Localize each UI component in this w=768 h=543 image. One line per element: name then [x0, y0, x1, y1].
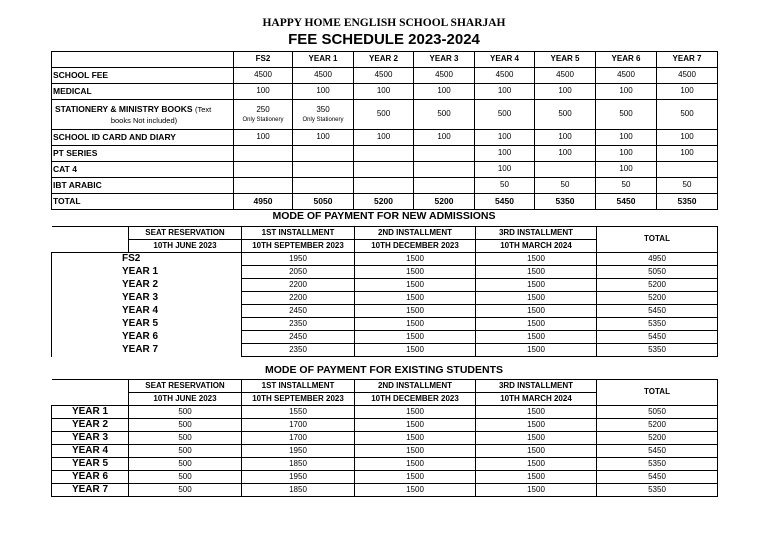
payment-row: [52, 406, 718, 419]
fee-cell: [596, 100, 657, 130]
grade-label: YEAR 6: [52, 471, 129, 484]
fee-cell: 100: [475, 84, 535, 100]
fee-cell: [657, 100, 718, 130]
page-title: FEE SCHEDULE 2023-2024: [288, 31, 480, 48]
fee-cell: [535, 100, 596, 130]
inst2-cell: 1500: [355, 318, 476, 331]
seat-header: SEAT RESERVATION: [129, 227, 242, 240]
inst1-cell: 2350: [242, 344, 355, 357]
fee-cell: [293, 100, 354, 130]
inst1-cell: 2200: [242, 292, 355, 305]
fee-cell: 100: [475, 130, 535, 146]
fee-value: 350: [316, 105, 330, 115]
new-admissions-title: MODE OF PAYMENT FOR NEW ADMISSIONS: [272, 210, 496, 222]
inst3-cell: 1500: [476, 419, 597, 432]
row-label: TOTAL: [52, 194, 234, 210]
grade-label: YEAR 4: [52, 445, 129, 458]
grade-label: YEAR 1: [52, 266, 242, 279]
inst1-date: 10TH SEPTEMBER 2023: [242, 393, 355, 406]
fee-cell: 100: [596, 162, 657, 178]
fee-cell: 4500: [596, 68, 657, 84]
fee-row: [52, 84, 718, 100]
fee-cell: 5350: [657, 194, 718, 210]
fee-cell: [354, 100, 414, 130]
fee-cell: 5200: [354, 194, 414, 210]
inst3-header: 3RD INSTALLMENT: [476, 227, 597, 240]
fee-cell: 50: [475, 178, 535, 194]
inst1-cell: 2200: [242, 279, 355, 292]
fee-cell: [414, 162, 475, 178]
fee-table: [51, 51, 718, 210]
grade-label: YEAR 4: [52, 305, 242, 318]
inst3-cell: 1500: [476, 344, 597, 357]
fee-cell: [234, 178, 293, 194]
row-label: PT SERIES: [52, 146, 234, 162]
seat-cell: 500: [129, 432, 242, 445]
fee-cell: 100: [535, 146, 596, 162]
inst1-cell: 1850: [242, 458, 355, 471]
total-header: TOTAL: [597, 227, 718, 253]
fee-cell: 4500: [475, 68, 535, 84]
payment-row: [52, 344, 718, 357]
inst3-cell: 1500: [476, 266, 597, 279]
grade-label: YEAR 3: [52, 292, 242, 305]
fee-cell: 100: [293, 130, 354, 146]
fee-cell: 50: [596, 178, 657, 194]
fee-value: 500: [558, 109, 572, 119]
payment-row: [52, 318, 718, 331]
fee-row: [52, 178, 718, 194]
row-label-main: STATIONERY & MINISTRY BOOKS: [55, 103, 193, 114]
row-label-line2: books Not included): [110, 115, 178, 125]
fee-cell: [234, 146, 293, 162]
inst1-date: 10TH SEPTEMBER 2023: [242, 240, 355, 253]
row-label: MEDICAL: [52, 84, 234, 100]
grade-label: YEAR 5: [52, 318, 242, 331]
fee-cell: 100: [414, 130, 475, 146]
corner-cell: [52, 52, 234, 68]
existing-students-table: [51, 379, 718, 497]
column-header: YEAR 2: [354, 52, 414, 68]
fee-value: 500: [619, 109, 633, 119]
column-header: YEAR 3: [414, 52, 475, 68]
inst3-cell: 1500: [476, 484, 597, 497]
payment-row: [52, 484, 718, 497]
inst3-date: 10TH MARCH 2024: [476, 393, 597, 406]
row-label: [52, 100, 234, 130]
inst1-cell: 1700: [242, 432, 355, 445]
column-header: FS2: [234, 52, 293, 68]
fee-cell: [354, 146, 414, 162]
fee-cell: 4500: [657, 68, 718, 84]
seat-cell: 500: [129, 445, 242, 458]
seat-date: 10TH JUNE 2023: [129, 393, 242, 406]
inst3-cell: 1500: [476, 445, 597, 458]
inst2-date: 10TH DECEMBER 2023: [355, 240, 476, 253]
inst1-cell: 1950: [242, 471, 355, 484]
fee-cell: [414, 178, 475, 194]
inst1-cell: 1550: [242, 406, 355, 419]
total-header: TOTAL: [597, 380, 718, 406]
seat-cell: 500: [129, 419, 242, 432]
total-cell: 5200: [597, 292, 718, 305]
inst2-cell: 1500: [355, 292, 476, 305]
inst1-cell: 2450: [242, 305, 355, 318]
payment-row: [52, 305, 718, 318]
row-label: SCHOOL FEE: [52, 68, 234, 84]
inst1-cell: 2350: [242, 318, 355, 331]
grade-label: YEAR 7: [52, 484, 129, 497]
fee-cell: 50: [657, 178, 718, 194]
total-cell: 5200: [597, 279, 718, 292]
corner-cell: [52, 380, 129, 406]
payment-row: [52, 445, 718, 458]
payment-row: [52, 331, 718, 344]
inst2-cell: 1500: [355, 484, 476, 497]
total-cell: 5450: [597, 471, 718, 484]
seat-cell: 500: [129, 484, 242, 497]
total-cell: 5350: [597, 484, 718, 497]
fee-cell: [234, 162, 293, 178]
existing-students-title: MODE OF PAYMENT FOR EXISTING STUDENTS: [264, 364, 504, 376]
grade-label: YEAR 2: [52, 419, 129, 432]
fee-cell: 100: [596, 130, 657, 146]
school-name: HAPPY HOME ENGLISH SCHOOL SHARJAH: [262, 17, 506, 29]
fee-note: Only Stationery: [242, 116, 284, 123]
fee-cell: [414, 146, 475, 162]
inst2-cell: 1500: [355, 458, 476, 471]
payment-row: [52, 419, 718, 432]
fee-cell: [234, 100, 293, 130]
fee-cell: 100: [596, 146, 657, 162]
fee-cell: 100: [293, 84, 354, 100]
inst2-cell: 1500: [355, 305, 476, 318]
grade-label: YEAR 2: [52, 279, 242, 292]
inst3-cell: 1500: [476, 279, 597, 292]
fee-cell: [475, 100, 535, 130]
fee-cell: 5350: [535, 194, 596, 210]
new-admissions-table: [51, 226, 718, 357]
grade-label: YEAR 5: [52, 458, 129, 471]
inst2-cell: 1500: [355, 266, 476, 279]
fee-cell: 100: [657, 146, 718, 162]
inst3-cell: 1500: [476, 432, 597, 445]
fee-cell: [293, 178, 354, 194]
inst3-cell: 1500: [476, 305, 597, 318]
grade-label: FS2: [52, 253, 242, 266]
inst1-cell: 1950: [242, 253, 355, 266]
fee-cell: 100: [657, 130, 718, 146]
fee-cell: 100: [354, 130, 414, 146]
payment-row: [52, 471, 718, 484]
total-cell: 5450: [597, 305, 718, 318]
fee-cell: 5200: [414, 194, 475, 210]
fee-cell: 4500: [535, 68, 596, 84]
seat-cell: 500: [129, 406, 242, 419]
fee-cell: 100: [234, 84, 293, 100]
inst1-cell: 1850: [242, 484, 355, 497]
grade-label: YEAR 6: [52, 331, 242, 344]
fee-row: [52, 68, 718, 84]
fee-value: 500: [680, 109, 694, 119]
fee-row: [52, 130, 718, 146]
grade-label: YEAR 7: [52, 344, 242, 357]
fee-cell: [293, 162, 354, 178]
total-cell: 5350: [597, 318, 718, 331]
inst3-date: 10TH MARCH 2024: [476, 240, 597, 253]
total-cell: 5350: [597, 458, 718, 471]
header-row: [52, 227, 718, 240]
grade-label: YEAR 1: [52, 406, 129, 419]
fee-cell: [293, 146, 354, 162]
inst2-cell: 1500: [355, 279, 476, 292]
fee-cell: 100: [596, 84, 657, 100]
inst3-cell: 1500: [476, 471, 597, 484]
fee-cell: 4500: [234, 68, 293, 84]
inst3-header: 3RD INSTALLMENT: [476, 380, 597, 393]
row-label: IBT ARABIC: [52, 178, 234, 194]
fee-cell: 100: [535, 84, 596, 100]
fee-value: 500: [497, 109, 512, 119]
total-cell: 5200: [597, 432, 718, 445]
payment-row: [52, 253, 718, 266]
total-cell: 4950: [597, 253, 718, 266]
inst1-cell: 2050: [242, 266, 355, 279]
inst2-cell: 1500: [355, 406, 476, 419]
fee-row: [52, 100, 718, 130]
fee-cell: 5450: [596, 194, 657, 210]
fee-value: 500: [437, 109, 451, 119]
inst2-cell: 1500: [355, 344, 476, 357]
fee-cell: 100: [354, 84, 414, 100]
inst3-cell: 1500: [476, 458, 597, 471]
column-header: YEAR 4: [475, 52, 535, 68]
total-cell: 5350: [597, 344, 718, 357]
column-header: YEAR 1: [293, 52, 354, 68]
column-header: YEAR 5: [535, 52, 596, 68]
payment-row: [52, 458, 718, 471]
inst1-cell: 1950: [242, 445, 355, 458]
row-label: SCHOOL ID CARD AND DIARY: [52, 130, 234, 146]
payment-row: [52, 266, 718, 279]
fee-cell: 100: [234, 130, 293, 146]
fee-cell: 4500: [414, 68, 475, 84]
fee-cell: [657, 162, 718, 178]
column-header: YEAR 6: [596, 52, 657, 68]
header-row: [52, 380, 718, 393]
header-row: [52, 52, 718, 68]
inst2-header: 2ND INSTALLMENT: [355, 380, 476, 393]
row-label: CAT 4: [52, 162, 234, 178]
fee-cell: 100: [475, 146, 535, 162]
inst2-cell: 1500: [355, 419, 476, 432]
fee-cell: 5050: [293, 194, 354, 210]
total-cell: 5050: [597, 266, 718, 279]
inst2-date: 10TH DECEMBER 2023: [355, 393, 476, 406]
seat-header: SEAT RESERVATION: [129, 380, 242, 393]
inst3-cell: 1500: [476, 406, 597, 419]
fee-cell: 4950: [234, 194, 293, 210]
fee-cell: 100: [535, 130, 596, 146]
fee-cell: [414, 100, 475, 130]
inst2-header: 2ND INSTALLMENT: [355, 227, 476, 240]
inst2-cell: 1500: [355, 471, 476, 484]
total-cell: 5450: [597, 331, 718, 344]
seat-cell: 500: [129, 458, 242, 471]
inst1-cell: 1700: [242, 419, 355, 432]
fee-note: Only Stationery: [302, 116, 344, 123]
fee-cell: [535, 162, 596, 178]
total-cell: 5450: [597, 445, 718, 458]
inst2-cell: 1500: [355, 331, 476, 344]
total-cell: 5050: [597, 406, 718, 419]
fee-cell: 100: [657, 84, 718, 100]
fee-cell: 100: [475, 162, 535, 178]
inst2-cell: 1500: [355, 253, 476, 266]
inst3-cell: 1500: [476, 331, 597, 344]
fee-cell: 100: [414, 84, 475, 100]
fee-row: [52, 194, 718, 210]
payment-row: [52, 292, 718, 305]
grade-label: YEAR 3: [52, 432, 129, 445]
payment-row: [52, 432, 718, 445]
seat-date: 10TH JUNE 2023: [129, 240, 242, 253]
fee-cell: [354, 178, 414, 194]
inst2-cell: 1500: [355, 445, 476, 458]
fee-cell: [354, 162, 414, 178]
fee-row: [52, 146, 718, 162]
inst3-cell: 1500: [476, 253, 597, 266]
inst3-cell: 1500: [476, 292, 597, 305]
payment-row: [52, 279, 718, 292]
total-cell: 5200: [597, 419, 718, 432]
fee-row: [52, 162, 718, 178]
corner-cell: [52, 227, 129, 253]
fee-cell: 5450: [475, 194, 535, 210]
row-label-paren: (Text: [194, 104, 212, 114]
inst2-cell: 1500: [355, 432, 476, 445]
fee-cell: 4500: [354, 68, 414, 84]
fee-value: 500: [376, 109, 391, 119]
column-header: YEAR 7: [657, 52, 718, 68]
inst3-cell: 1500: [476, 318, 597, 331]
seat-cell: 500: [129, 471, 242, 484]
fee-cell: 4500: [293, 68, 354, 84]
fee-cell: 50: [535, 178, 596, 194]
fee-value: 250: [256, 105, 270, 115]
inst1-header: 1ST INSTALLMENT: [242, 227, 355, 240]
inst1-cell: 2450: [242, 331, 355, 344]
inst1-header: 1ST INSTALLMENT: [242, 380, 355, 393]
